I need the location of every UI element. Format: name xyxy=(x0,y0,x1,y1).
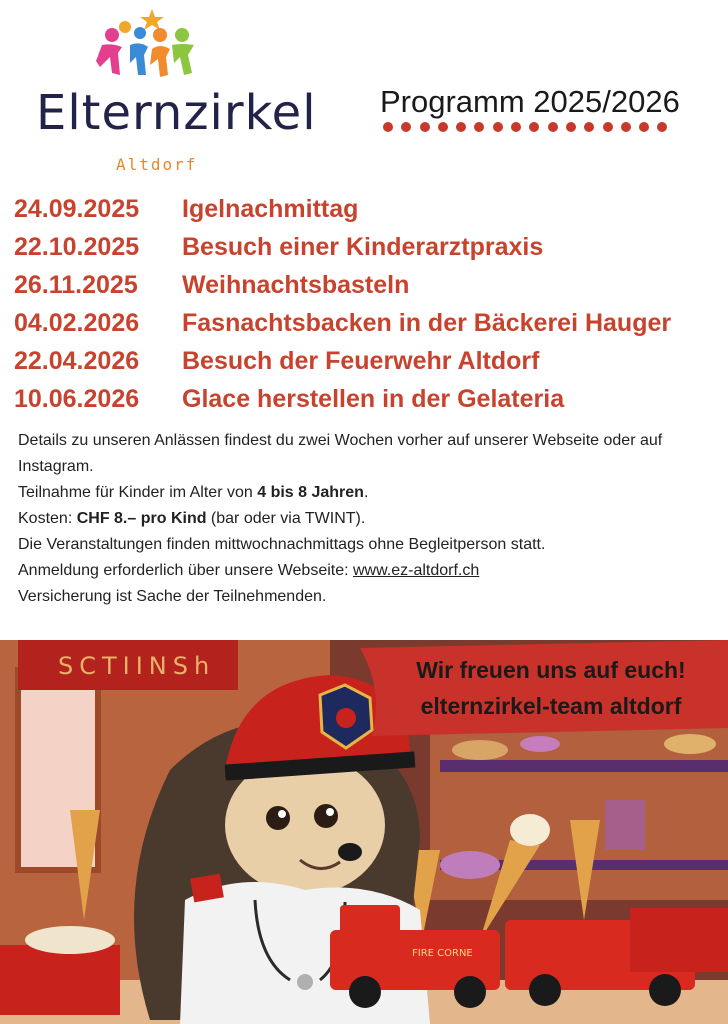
event-date: 24.09.2025 xyxy=(14,194,140,223)
info-schedule: Die Veranstaltungen finden mittwochnachmittags ohne Begleitperson statt. xyxy=(18,536,546,553)
banner-greeting: Wir freuen uns auf euch! xyxy=(416,657,686,683)
event-date: 26.11.2025 xyxy=(14,270,138,299)
dot-divider xyxy=(383,122,667,132)
info-cost: Kosten: CHF 8.– pro Kind (bar oder via TWINT). xyxy=(18,510,366,527)
elternzirkel-logo xyxy=(30,5,317,180)
event-date: 10.06.2026 xyxy=(14,384,140,413)
shop-sign: SCTIINSh xyxy=(58,652,216,680)
event-row xyxy=(14,228,671,266)
people-figures-icon xyxy=(30,5,290,85)
info-age: Teilnahme für Kinder im Alter von 4 bis 8 Jahren. xyxy=(18,484,369,501)
event-title: Fasnachtsbacken in der Bäckerei Hauger xyxy=(182,308,672,337)
event-date: 04.02.2026 xyxy=(14,308,140,337)
info-registration: Anmeldung erforderlich über unsere Webseite: www.ez-altdorf.ch xyxy=(18,562,480,579)
event-row xyxy=(14,380,671,418)
event-row xyxy=(14,304,671,342)
program-title: Programm 2025/2026 xyxy=(380,84,680,119)
info-details: Details zu unseren Anlässen findest du zwei Wochen vorher auf unserer Webseite oder auf Instagram. xyxy=(18,432,663,475)
info-text xyxy=(18,428,728,610)
banner-signature: elternzirkel-team altdorf xyxy=(420,693,682,719)
event-list xyxy=(14,190,671,418)
event-title: Weihnachtsbasteln xyxy=(182,270,410,299)
event-date: 22.04.2026 xyxy=(14,346,140,375)
closing-banner xyxy=(386,652,716,724)
logo-place: Altdorf xyxy=(116,155,198,174)
event-row xyxy=(14,266,671,304)
info-insurance: Versicherung ist Sache der Teilnehmenden. xyxy=(18,588,327,605)
event-title: Besuch einer Kinderarztpraxis xyxy=(182,232,544,261)
event-row xyxy=(14,342,671,380)
event-title: Besuch der Feuerwehr Altdorf xyxy=(182,346,540,375)
logo-name: Elternzirkel xyxy=(36,85,317,141)
event-row xyxy=(14,190,671,228)
website-link[interactable]: www.ez-altdorf.ch xyxy=(353,562,480,579)
event-title: Glace herstellen in der Gelateria xyxy=(182,384,565,413)
truck-label: FIRE CORNE xyxy=(412,948,473,959)
event-title: Igelnachmittag xyxy=(182,194,359,223)
event-date: 22.10.2025 xyxy=(14,232,140,261)
